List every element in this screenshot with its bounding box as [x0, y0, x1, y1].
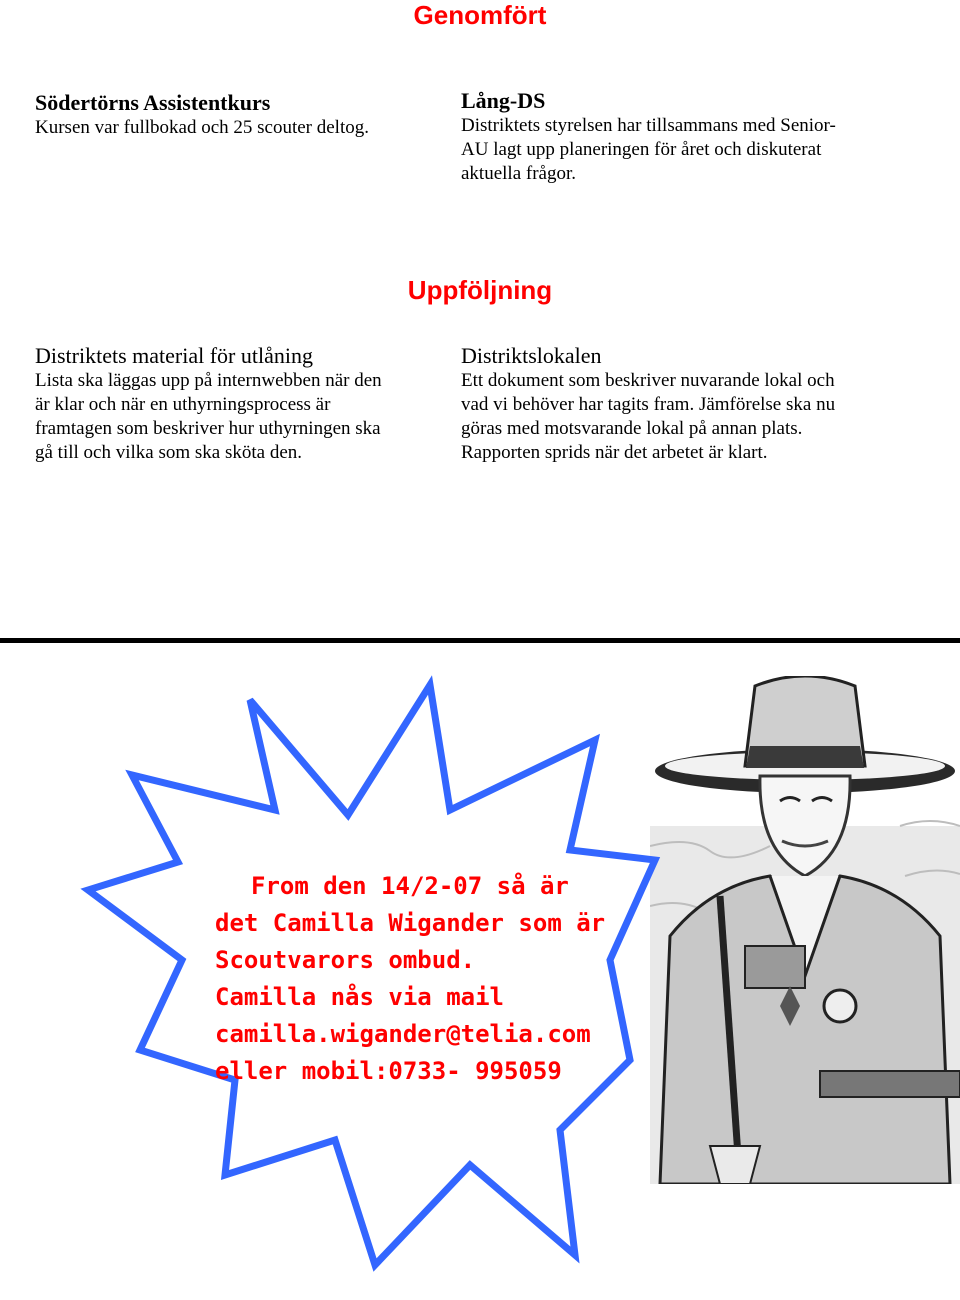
item-distriktslokalen — [461, 342, 901, 465]
item-lang-ds — [461, 87, 901, 186]
item-line: gå till och vilka som ska sköta den. — [35, 442, 303, 463]
item-line: AU lagt upp planeringen för året och diskuterat — [461, 139, 822, 160]
notice-line: Scoutvarors ombud. — [215, 946, 476, 974]
item-material-utlaning — [35, 342, 435, 465]
item-body — [461, 114, 901, 186]
item-line: göras med motsvarande lokal på annan plats. — [461, 418, 803, 439]
item-line: Lista ska läggas upp på internwebben när den — [35, 370, 382, 391]
item-body — [35, 369, 435, 465]
item-assistentkurs — [35, 89, 435, 140]
item-line: Ett dokument som beskriver nuvarande lokal och — [461, 370, 835, 391]
item-line: Kursen var fullbokad och 25 scouter deltog. — [35, 117, 369, 138]
item-line: aktuella frågor. — [461, 163, 577, 184]
section-title-uppfoljning: Uppföljning — [407, 275, 553, 305]
item-body — [461, 369, 901, 465]
item-heading: Södertörns Assistentkurs — [35, 90, 271, 115]
notice-line: From den 14/2-07 så är — [251, 872, 569, 900]
item-heading: Lång-DS — [461, 88, 546, 113]
notice-line: det Camilla Wigander som är — [215, 909, 606, 937]
item-body — [35, 116, 435, 140]
item-heading: Distriktslokalen — [461, 343, 602, 368]
section-title-genomfort: Genomfört — [413, 0, 547, 30]
item-line: är klar och när en uthyrningsprocess är — [35, 394, 331, 415]
item-line: vad vi behöver har tagits fram. Jämförelse ska nu — [461, 394, 836, 415]
item-line: Rapporten sprids när det arbetet är klart. — [461, 442, 768, 463]
item-line: Distriktets styrelsen har tillsammans med Senior- — [461, 115, 836, 136]
item-heading: Distriktets material för utlåning — [35, 343, 313, 368]
item-line: framtagen som beskriver hur uthyrningen ska — [35, 418, 381, 439]
notice-text — [215, 868, 635, 1090]
notice-line: Camilla nås via mail — [215, 983, 504, 1011]
notice-email[interactable]: camilla.wigander@telia.com — [215, 1020, 591, 1048]
notice-phone: eller mobil:0733- 995059 — [215, 1057, 562, 1085]
